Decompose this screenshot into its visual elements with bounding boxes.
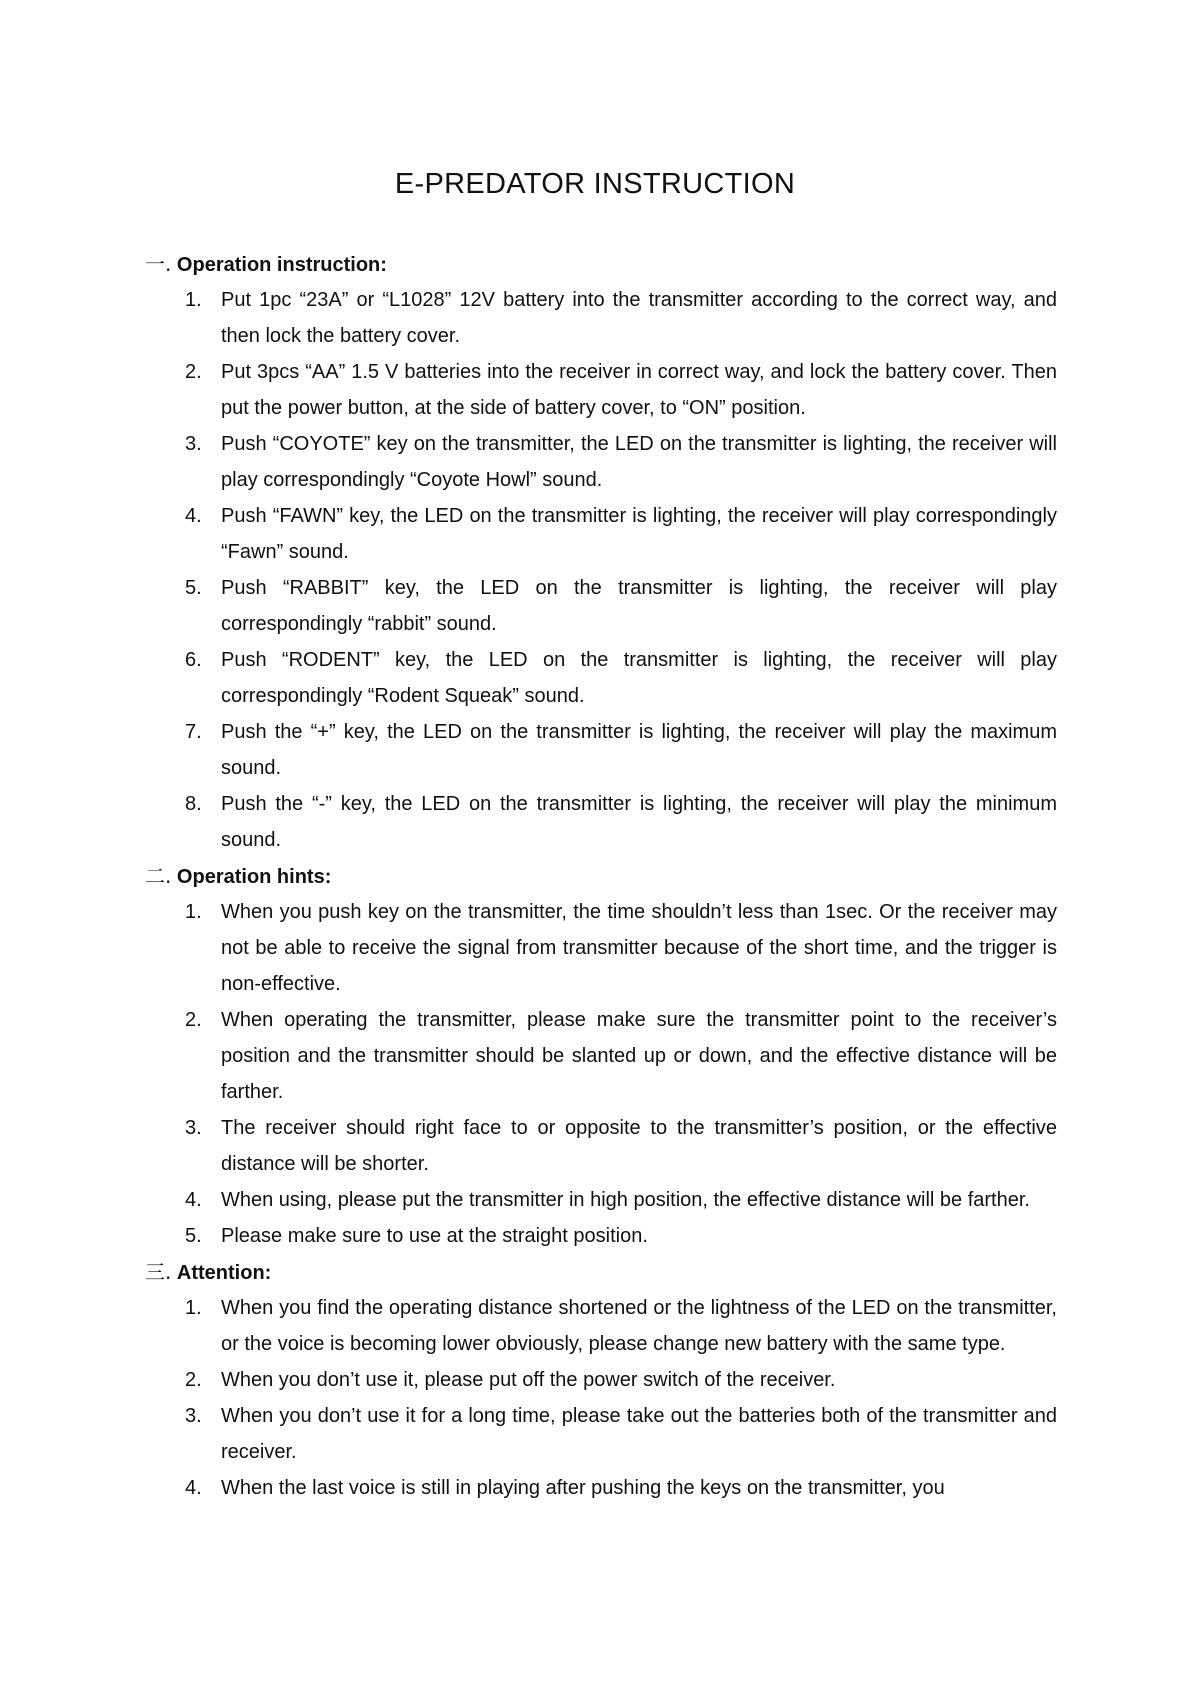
- list-item: [145, 894, 1057, 1002]
- list-item: [145, 1218, 1057, 1254]
- item-text: Push the “+” key, the LED on the transmitter is lighting, the receiver will play the maximum sound.: [221, 721, 1057, 779]
- list-item: [145, 1290, 1057, 1362]
- list-item: [145, 1362, 1057, 1398]
- item-number: 5.: [185, 1225, 202, 1247]
- item-text: Push “COYOTE” key on the transmitter, the LED on the transmitter is lighting, the receiver will play correspondingly “Coyote Howl” sound.: [221, 433, 1057, 491]
- item-text: When you find the operating distance shortened or the lightness of the LED on the transmitter, or the voice is becoming lower obviously, please change new battery with the same type.: [221, 1297, 1057, 1355]
- section-marker: 二.: [145, 864, 172, 888]
- section-operation-hints: [145, 858, 1057, 1254]
- item-text: When using, please put the transmitter in high position, the effective distance will be farther.: [221, 1189, 1030, 1211]
- section-heading: [145, 246, 1057, 282]
- section-heading-text: Attention:: [176, 1262, 272, 1284]
- document-title: E-PREDATOR INSTRUCTION: [394, 168, 796, 200]
- item-number: 7.: [185, 721, 202, 743]
- section-marker: 三.: [145, 1260, 172, 1284]
- item-text: Push “RODENT” key, the LED on the transmitter is lighting, the receiver will play correspondingly “Rodent Squeak” sound.: [221, 649, 1057, 707]
- list-item: [145, 354, 1057, 426]
- item-text: The receiver should right face to or opposite to the transmitter’s position, or the effective distance will be shorter.: [221, 1117, 1057, 1175]
- item-number: 3.: [185, 433, 202, 455]
- section-attention: [145, 1254, 1057, 1506]
- item-text: Put 3pcs “AA” 1.5 V batteries into the receiver in correct way, and lock the battery cover. Then put the power button, at the side of battery cover, to “ON” position.: [221, 361, 1057, 419]
- document-body: [145, 246, 1057, 1506]
- section-heading-text: Operation hints:: [176, 866, 332, 888]
- item-number: 5.: [185, 577, 202, 599]
- item-text: When the last voice is still in playing after pushing the keys on the transmitter, you: [221, 1477, 945, 1499]
- section-heading-text: Operation instruction:: [176, 254, 387, 276]
- list-item: [145, 714, 1057, 786]
- list-item: [145, 282, 1057, 354]
- item-number: 3.: [185, 1405, 202, 1427]
- attention-list: [145, 1290, 1057, 1506]
- section-operation-instruction: [145, 246, 1057, 858]
- item-number: 4.: [185, 1189, 202, 1211]
- list-item: [145, 642, 1057, 714]
- item-text: When operating the transmitter, please make sure the transmitter point to the receiver’s position and the transmitter should be slanted up or down, and the effective distance will be farther.: [221, 1009, 1057, 1103]
- item-text: Please make sure to use at the straight position.: [221, 1225, 648, 1247]
- item-number: 6.: [185, 649, 202, 671]
- list-item: [145, 1182, 1057, 1218]
- item-number: 8.: [185, 793, 202, 815]
- list-item: [145, 1002, 1057, 1110]
- list-item: [145, 786, 1057, 858]
- item-number: 1.: [185, 901, 202, 923]
- list-item: [145, 1398, 1057, 1470]
- instruction-list: [145, 282, 1057, 858]
- item-text: Push the “-” key, the LED on the transmitter is lighting, the receiver will play the minimum sound.: [221, 793, 1057, 851]
- item-text: When you don’t use it for a long time, please take out the batteries both of the transmitter and receiver.: [221, 1405, 1057, 1463]
- list-item: [145, 570, 1057, 642]
- item-text: Put 1pc “23A” or “L1028” 12V battery into the transmitter according to the correct way, and then lock the battery cover.: [221, 289, 1057, 347]
- item-number: 2.: [185, 1369, 202, 1391]
- item-number: 3.: [185, 1117, 202, 1139]
- item-number: 1.: [185, 289, 202, 311]
- list-item: [145, 1470, 1057, 1506]
- item-text: Push “RABBIT” key, the LED on the transmitter is lighting, the receiver will play correspondingly “rabbit” sound.: [221, 577, 1057, 635]
- item-text: Push “FAWN” key, the LED on the transmitter is lighting, the receiver will play correspondingly “Fawn” sound.: [221, 505, 1057, 563]
- hints-list: [145, 894, 1057, 1254]
- item-number: 2.: [185, 361, 202, 383]
- item-text: When you don’t use it, please put off the power switch of the receiver.: [221, 1369, 836, 1391]
- item-number: 4.: [185, 1477, 202, 1499]
- item-number: 2.: [185, 1009, 202, 1031]
- list-item: [145, 498, 1057, 570]
- section-heading: [145, 1254, 1057, 1290]
- section-heading: [145, 858, 1057, 894]
- list-item: [145, 426, 1057, 498]
- item-text: When you push key on the transmitter, the time shouldn’t less than 1sec. Or the receiver may not be able to receive the signal from transmitter because of the short time, and the trigger is non-effective.: [221, 901, 1057, 995]
- section-marker: 一.: [145, 252, 172, 276]
- item-number: 4.: [185, 505, 202, 527]
- list-item: [145, 1110, 1057, 1182]
- item-number: 1.: [185, 1297, 202, 1319]
